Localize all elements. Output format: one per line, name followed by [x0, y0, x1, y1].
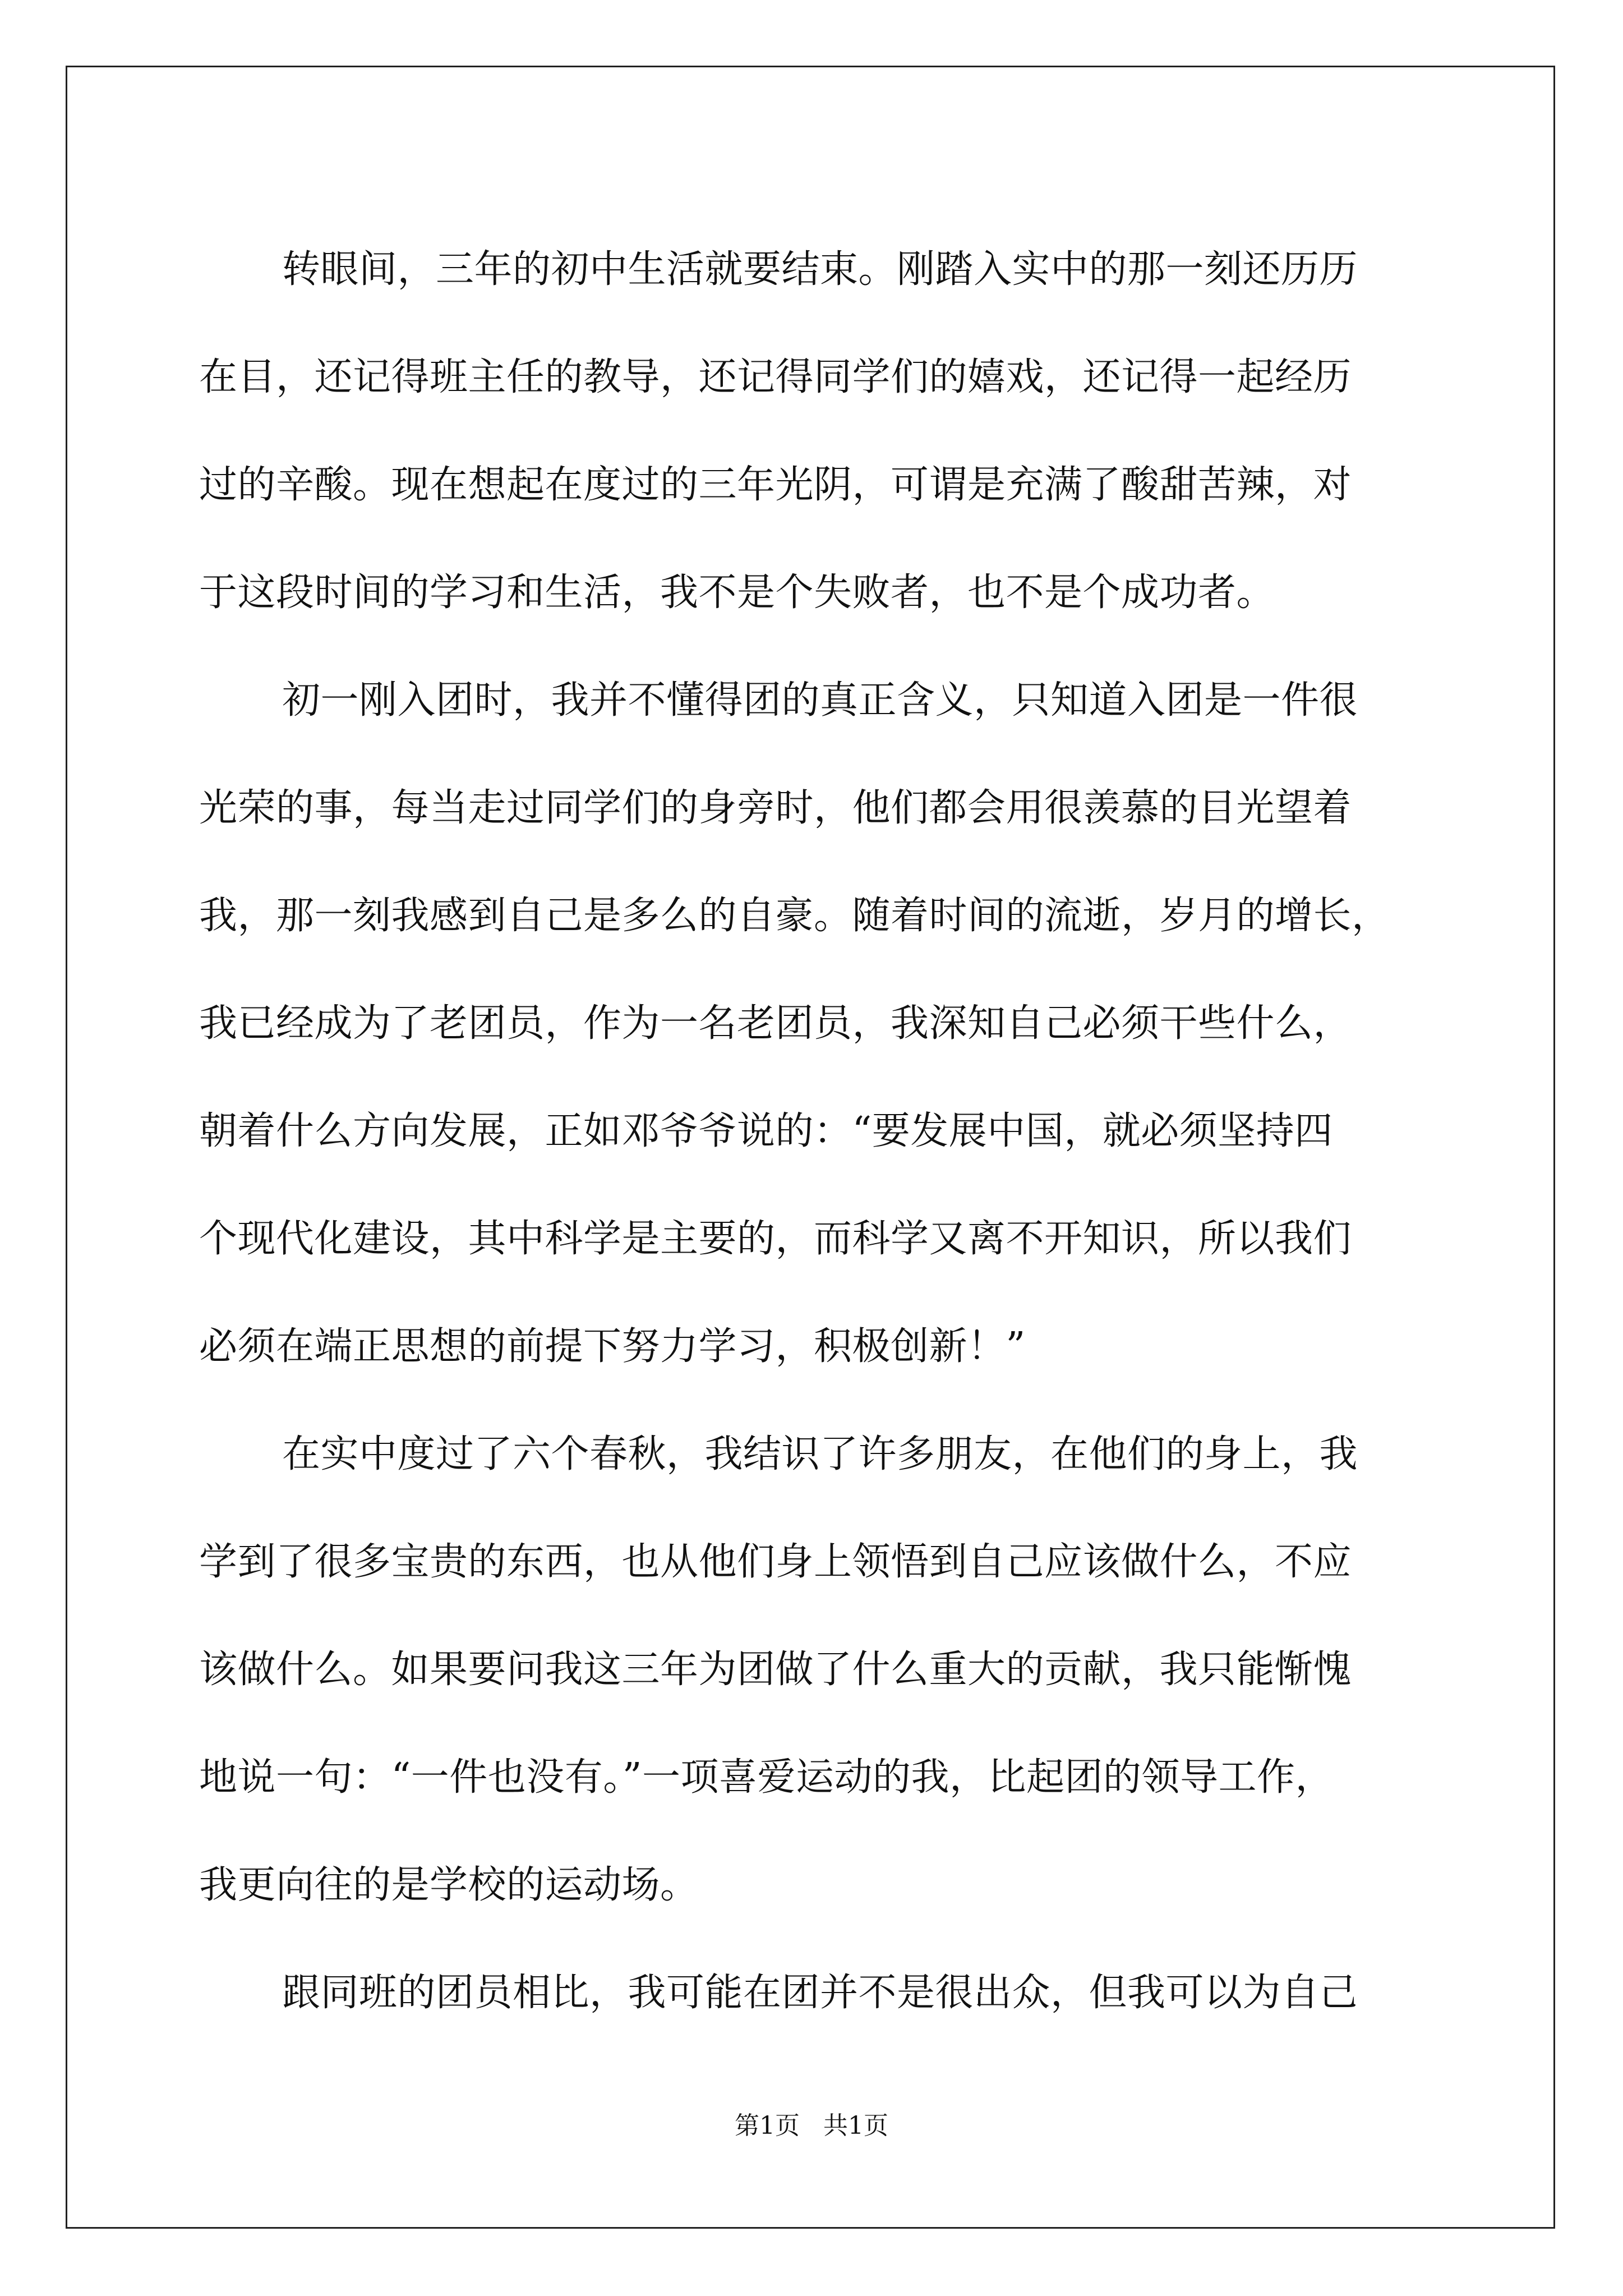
paragraph-2-line-4: 我已经成为了老团员，作为一名老团员，我深知自己必须干些什么， — [199, 1001, 1352, 1046]
paragraph-2-line-3: 我，那一刻我感到自己是多么的自豪。随着时间的流逝，岁月的增长， — [199, 894, 1390, 938]
paragraph-1-line-1: 转眼间，三年的初中生活就要结束。刚踏入实中的那一刻还历历 — [282, 247, 1358, 292]
paragraph-2-line-6: 个现代化建设，其中科学是主要的，而科学又离不开知识，所以我们 — [199, 1217, 1352, 1261]
paragraph-2-line-5: 朝着什么方向发展，正如邓爷爷说的：“要发展中国，就必须坚持四 — [199, 1109, 1333, 1153]
page-footer — [0, 2109, 1623, 2143]
paragraph-2-line-2: 光荣的事，每当走过同学们的身旁时，他们都会用很羡慕的目光望着 — [199, 786, 1352, 830]
footer-spacer — [800, 2111, 823, 2140]
paragraph-3-line-3: 该做什么。如果要问我这三年为团做了什么重大的贡献，我只能惭愧 — [199, 1648, 1352, 1692]
paragraph-1-line-3: 过的辛酸。现在想起在度过的三年光阴，可谓是充满了酸甜苦辣，对 — [199, 463, 1352, 507]
paragraph-2-line-7: 必须在端正思想的前提下努力学习，积极创新！” — [199, 1324, 1026, 1369]
paragraph-1-line-4: 于这段时间的学习和生活，我不是个失败者，也不是个成功者。 — [199, 570, 1275, 615]
paragraph-3-line-4: 地说一句：“一件也没有。”一项喜爱运动的我，比起团的领导工作， — [199, 1755, 1334, 1800]
page-number: 第1页 — [735, 2111, 800, 2140]
paragraph-1-line-2: 在目，还记得班主任的教导，还记得同学们的嬉戏，还记得一起经历 — [199, 355, 1352, 399]
paragraph-2-line-1: 初一刚入团时，我并不懂得团的真正含义，只知道入团是一件很 — [282, 678, 1358, 723]
page-total: 共1页 — [823, 2111, 888, 2140]
paragraph-3-line-5: 我更向往的是学校的运动场。 — [199, 1863, 699, 1907]
paragraph-3-line-1: 在实中度过了六个春秋，我结识了许多朋友，在他们的身上，我 — [282, 1432, 1358, 1476]
paragraph-4-line-1: 跟同班的团员相比，我可能在团并不是很出众，但我可以为自己 — [282, 1971, 1358, 2015]
document-body — [199, 216, 1425, 2047]
paragraph-3-line-2: 学到了很多宝贵的东西，也从他们身上领悟到自己应该做什么，不应 — [199, 1540, 1352, 1584]
